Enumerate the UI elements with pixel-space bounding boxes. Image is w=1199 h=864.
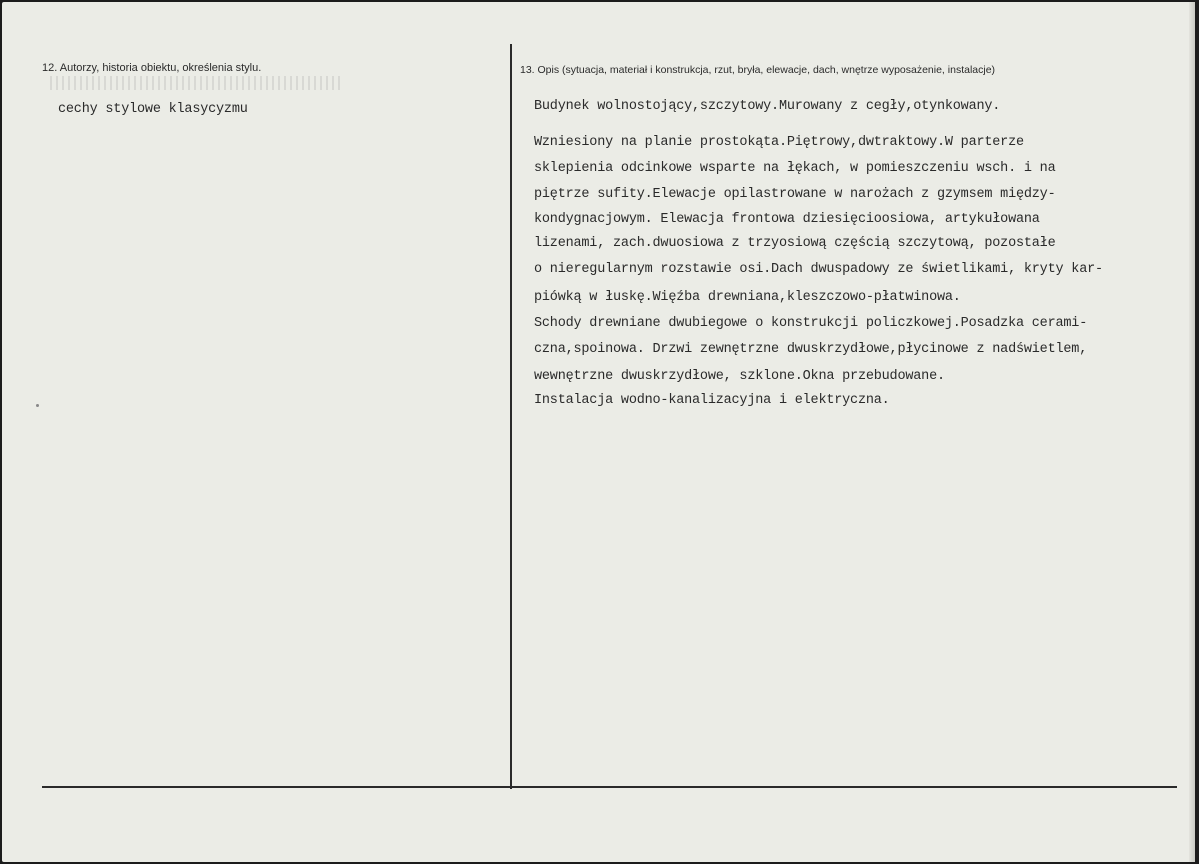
description-line: sklepienia odcinkowe wsparte na łękach, w pomieszczeniu wsch. i na xyxy=(534,161,1056,176)
card-edge xyxy=(1189,2,1195,862)
section-13-label: 13. Opis (sytuacja, materiał i konstrukcja, rzut, bryła, elewacje, dach, wnętrze wyposażenie, instalacje) xyxy=(520,64,996,76)
section-12-text: cechy stylowe klasycyzmu xyxy=(58,102,248,117)
description-line: lizenami, zach.dwuosiowa z trzyosiową częścią szczytową, pozostałe xyxy=(534,236,1056,251)
description-line: Schody drewniane dwubiegowe o konstrukcji policzkowej.Posadzka cerami- xyxy=(534,316,1088,331)
paper-speck xyxy=(36,404,39,407)
faded-typed-marks xyxy=(50,76,340,90)
description-line: piętrze sufity.Elewacje opilastrowane w narożach z gzymsem między- xyxy=(534,187,1056,202)
section-12-label: 12. Autorzy, historia obiektu, określenia stylu. xyxy=(42,62,262,74)
description-line: Budynek wolnostojący,szczytowy.Murowany z cegły,otynkowany. xyxy=(534,99,1001,114)
description-line: piówką w łuskę.Więźba drewniana,kleszczowo-płatwinowa. xyxy=(534,290,961,305)
description-line: czna,spoinowa. Drzwi zewnętrzne dwuskrzydłowe,płycinowe z nadświetlem, xyxy=(534,342,1088,357)
bottom-rule xyxy=(42,786,1177,788)
document-card xyxy=(2,2,1195,862)
description-line: Wzniesiony na planie prostokąta.Piętrowy,dwtraktowy.W parterze xyxy=(534,135,1024,150)
description-line: o nieregularnym rozstawie osi.Dach dwuspadowy ze świetlikami, kryty kar- xyxy=(534,262,1103,277)
description-line: Instalacja wodno-kanalizacyjna i elektryczna. xyxy=(534,393,890,408)
column-divider xyxy=(510,44,512,789)
description-line: wewnętrzne dwuskrzydłowe, szklone.Okna przebudowane. xyxy=(534,369,945,384)
description-line: kondygnacjowym. Elewacja frontowa dziesięcioosiowa, artykułowana xyxy=(534,212,1040,227)
